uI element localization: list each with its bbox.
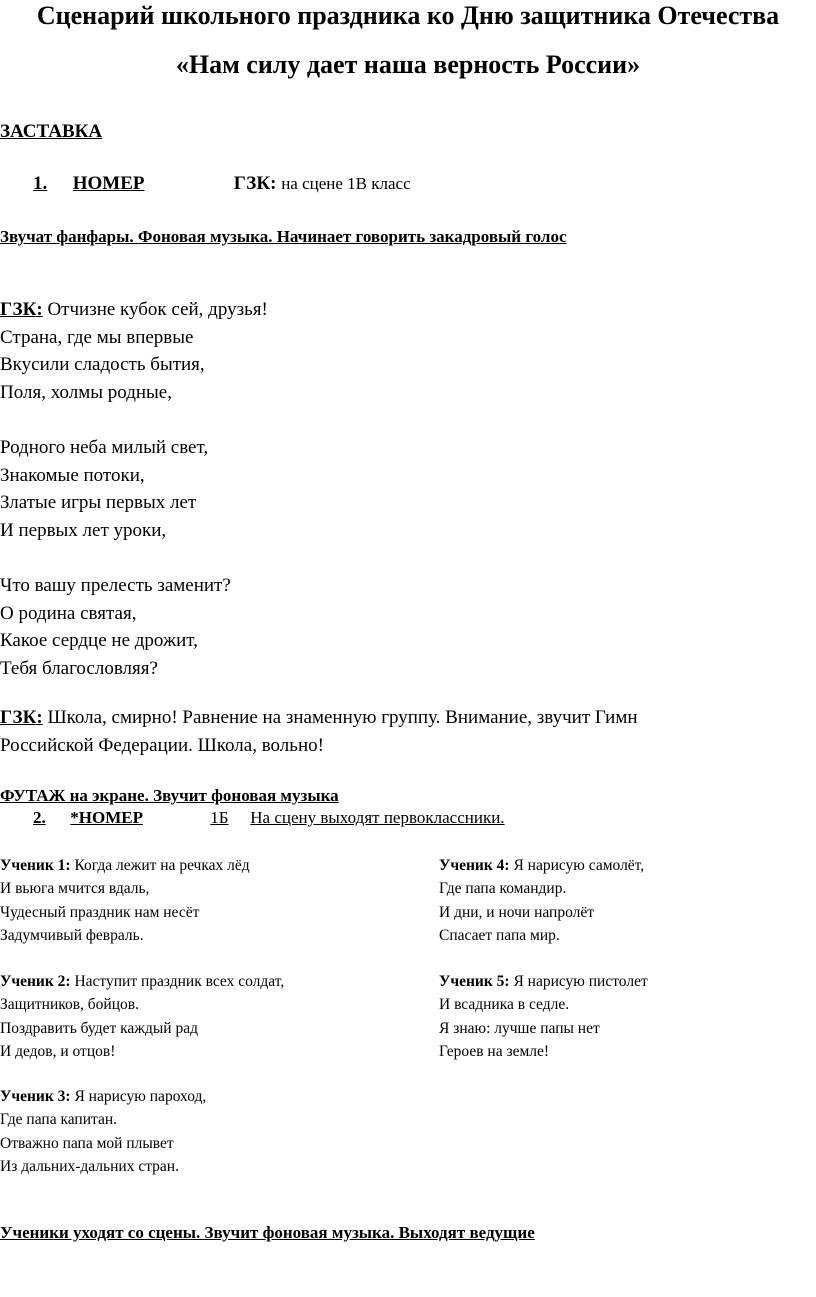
item-1-text: на сцене 1В класс bbox=[281, 174, 411, 193]
document-title: Сценарий школьного праздника ко Дню защитника Отечества bbox=[36, 1, 780, 30]
student-label: Ученик 1: bbox=[0, 857, 71, 874]
gzk-announcement bbox=[0, 704, 638, 759]
verse-line: Спасает папа мир. bbox=[439, 927, 560, 945]
stage-direction: ФУТАЖ на экране. Звучит фоновая музыка bbox=[0, 786, 339, 805]
verse-line: Поздравить будет каждый рад bbox=[0, 1019, 198, 1037]
student-label: Ученик 5: bbox=[439, 973, 510, 990]
poem-line: Страна, где мы впервые bbox=[0, 326, 194, 348]
announcement-line: Российской Федерации. Школа, вольно! bbox=[0, 734, 324, 756]
document-subtitle: «Нам силу дает наша верность России» bbox=[175, 50, 641, 79]
poem-line: Родного неба милый свет, bbox=[0, 436, 209, 458]
verse-line: Я нарисую пароход, bbox=[74, 1088, 207, 1105]
verse-line: Я нарисую пистолет bbox=[513, 973, 648, 990]
verse-line: Когда лежит на речках лёд bbox=[74, 857, 250, 874]
item-1-number: 1. bbox=[33, 173, 48, 194]
item-2-label: *НОМЕР bbox=[70, 808, 143, 827]
item-1-label: НОМЕР bbox=[72, 173, 145, 194]
poem-first-line: Отчизне кубок сей, друзья! bbox=[47, 299, 268, 320]
verse-line: Героев на земле! bbox=[439, 1043, 550, 1061]
verse-line: Наступит праздник всех солдат, bbox=[74, 973, 285, 990]
speaker-label: ГЗК: bbox=[0, 299, 43, 320]
verse-line: Где папа командир. bbox=[439, 880, 567, 898]
student-verse bbox=[0, 970, 284, 1064]
verse-line: И вьюга мчится вдаль, bbox=[0, 880, 150, 898]
item-1 bbox=[33, 173, 411, 195]
poem-line: И первых лет уроки, bbox=[0, 519, 167, 541]
announcement-line: Школа, смирно! Равнение на знаменную группу. Внимание, звучит Гимн bbox=[47, 707, 638, 728]
verse-line: Я знаю: лучше папы нет bbox=[439, 1019, 600, 1037]
section-zastavka: ЗАСТАВКА bbox=[0, 121, 103, 142]
poem-line: Златые игры первых лет bbox=[0, 492, 197, 514]
verse-line: Из дальних-дальних стран. bbox=[0, 1158, 179, 1176]
student-label: Ученик 4: bbox=[439, 857, 510, 874]
item-2-class: 1Б bbox=[210, 808, 229, 827]
poem-block bbox=[0, 296, 268, 682]
poem-line bbox=[0, 296, 268, 324]
verse-line: Где папа капитан. bbox=[0, 1111, 118, 1129]
poem-line: Поля, холмы родные, bbox=[0, 381, 172, 403]
verse-line: Я нарисую самолёт, bbox=[513, 857, 645, 874]
verse-line: И всадника в седле. bbox=[439, 996, 570, 1014]
poem-line: Какое сердце не дрожит, bbox=[0, 630, 198, 652]
student-verse bbox=[0, 1085, 206, 1179]
stage-direction: Звучат фанфары. Фоновая музыка. Начинает говорить закадровый голос bbox=[0, 227, 567, 246]
stage-direction: Ученики уходят со сцены. Звучит фоновая музыка. Выходят ведущие bbox=[0, 1223, 535, 1242]
verse-line: И дедов, и отцов! bbox=[0, 1043, 116, 1061]
item-1-gzk: ГЗК: bbox=[233, 173, 277, 194]
student-label: Ученик 2: bbox=[0, 973, 71, 990]
poem-line: Что вашу прелесть заменит? bbox=[0, 574, 231, 596]
student-verse bbox=[439, 970, 648, 1064]
speaker-label: ГЗК: bbox=[0, 707, 43, 728]
item-2 bbox=[33, 808, 505, 828]
poem-line: Вкусили сладость бытия, bbox=[0, 354, 205, 376]
item-2-number: 2. bbox=[33, 808, 46, 827]
student-verse bbox=[0, 854, 250, 948]
poem-line: Знакомые потоки, bbox=[0, 464, 145, 486]
verse-line: Чудесный праздник нам несёт bbox=[0, 903, 200, 921]
item-2-text: На сцену выходят первоклассники. bbox=[250, 808, 505, 827]
student-verse bbox=[439, 854, 644, 948]
verse-line: И дни, и ночи напролёт bbox=[439, 903, 595, 921]
verse-line: Отважно папа мой плывет bbox=[0, 1134, 174, 1152]
poem-line: О родина святая, bbox=[0, 602, 137, 624]
verse-line: Защитников, бойцов. bbox=[0, 996, 139, 1014]
student-label: Ученик 3: bbox=[0, 1088, 71, 1105]
poem-line: Тебя благословляя? bbox=[0, 657, 158, 679]
verse-line: Задумчивый февраль. bbox=[0, 927, 144, 945]
